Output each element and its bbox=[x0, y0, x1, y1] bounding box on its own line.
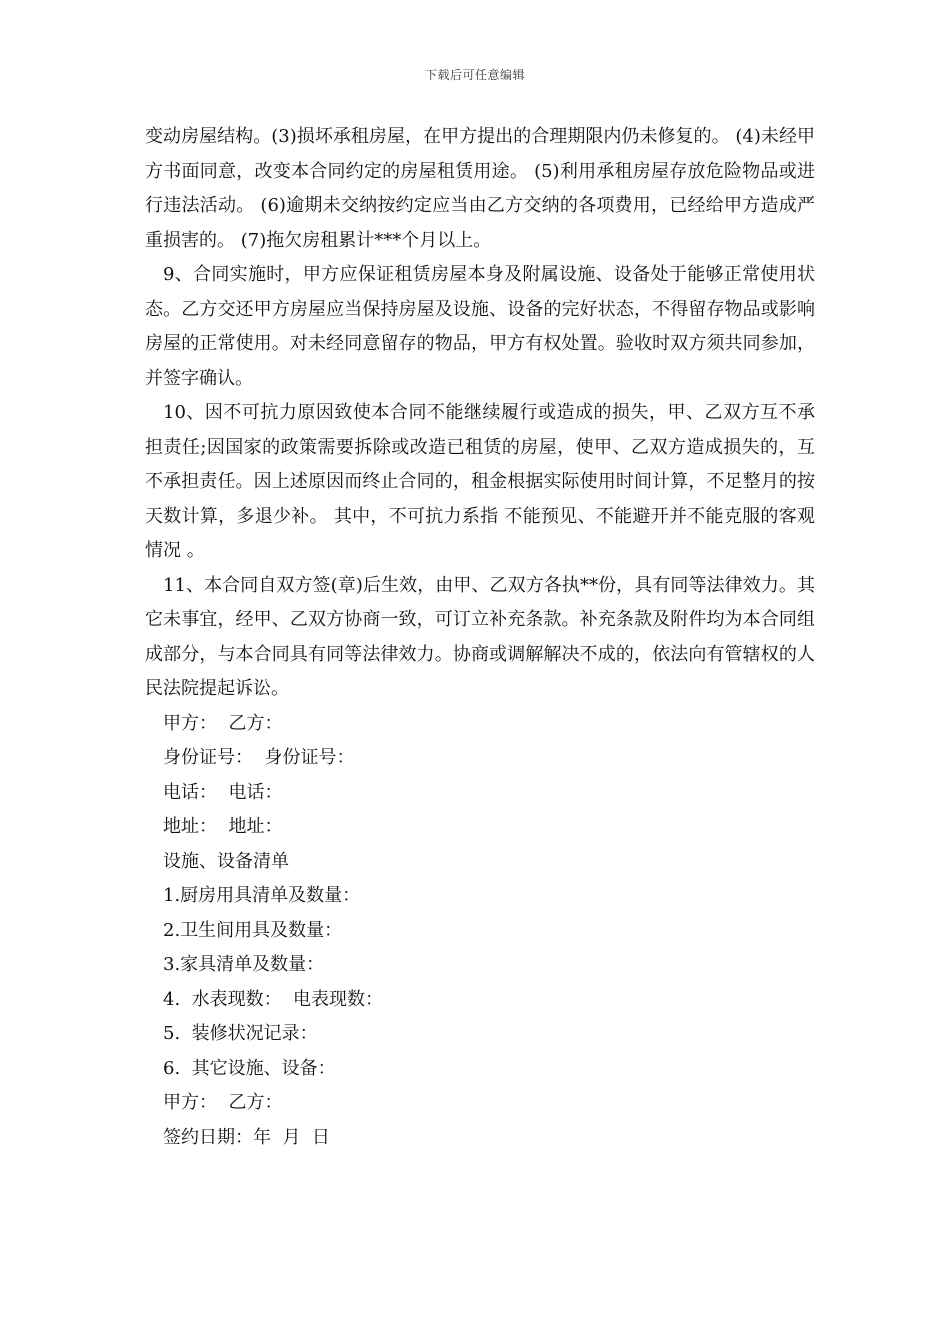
paragraph-clause-9: 9、合同实施时，甲方应保证租赁房屋本身及附属设施、设备处于能够正常使用状态。乙方交还甲方房屋应当保持房屋及设施、设备的完好状态，不得留存物品或影响房屋的正常使用。对未经同意留存的物品，甲方有权处置。验收时双方须共同参加，并签字确认。 bbox=[145, 264, 815, 389]
page-header: 下载后可任意编辑 bbox=[424, 68, 525, 82]
facility-item-other: 6. 其它设施、设备： bbox=[163, 1057, 336, 1079]
closing-parties-line: 甲方： 乙方： bbox=[163, 1092, 283, 1113]
paragraph-termination-conditions: 变动房屋结构。(3)损坏承租房屋，在甲方提出的合理期限内仍未修复的。 (4)未经甲方书面同意，改变本合同约定的房屋租赁用途。 (5)利用承租房屋存放危险物品或进行违法活动。 (6)逾期未交纳按约定应当由乙方交纳的各项费用，已经给甲方造成严重损害的。 (7)拖欠房租累计***个月以上。 bbox=[145, 126, 815, 251]
facility-item-meters: 4. 水表现数： 电表现数： bbox=[163, 988, 384, 1010]
address-line: 地址： 地址： bbox=[163, 816, 283, 837]
facility-item-bathroom: 2.卫生间用具及数量： bbox=[163, 919, 343, 941]
facility-item-furniture: 3.家具清单及数量： bbox=[163, 954, 325, 975]
paragraph-clause-11: 11、本合同自双方签(章)后生效，由甲、乙双方各执**份，具有同等法律效力。其它未事宜，经甲、乙双方协商一致，可订立补充条款。补充条款及附件均为本合同组成部分，与本合同具有同等法律效力。协商或调解解决不成的，依法向有管辖权的人民法院提起诉讼。 bbox=[145, 574, 815, 699]
document-body bbox=[145, 120, 815, 1155]
facilities-list bbox=[145, 845, 815, 1087]
facilities-title: 设施、设备清单 bbox=[163, 850, 289, 872]
party-names-line: 甲方： 乙方： bbox=[163, 712, 283, 734]
paragraph-clause-10: 10、因不可抗力原因致使本合同不能继续履行或造成的损失，甲、乙双方互不承担责任;因国家的政策需要拆除或改造已租赁的房屋，使甲、乙双方造成损失的，互不承担责任。因上述原因而终止合同的，租金根据实际使用时间计算，不足整月的按天数计算，多退少补。 其中，不可抗力系指 不能预见、不能避开并不能克服的客观情况 。 bbox=[145, 402, 815, 561]
signature-block bbox=[145, 707, 815, 845]
facility-item-kitchen: 1.厨房用具清单及数量： bbox=[163, 885, 361, 906]
facility-item-decoration: 5. 装修状况记录： bbox=[163, 1023, 318, 1044]
phone-line: 电话： 电话： bbox=[163, 781, 283, 803]
closing-block bbox=[145, 1086, 815, 1155]
id-number-line: 身份证号： 身份证号： bbox=[163, 747, 355, 768]
signing-date-line: 签约日期：年 月 日 bbox=[163, 1126, 330, 1148]
